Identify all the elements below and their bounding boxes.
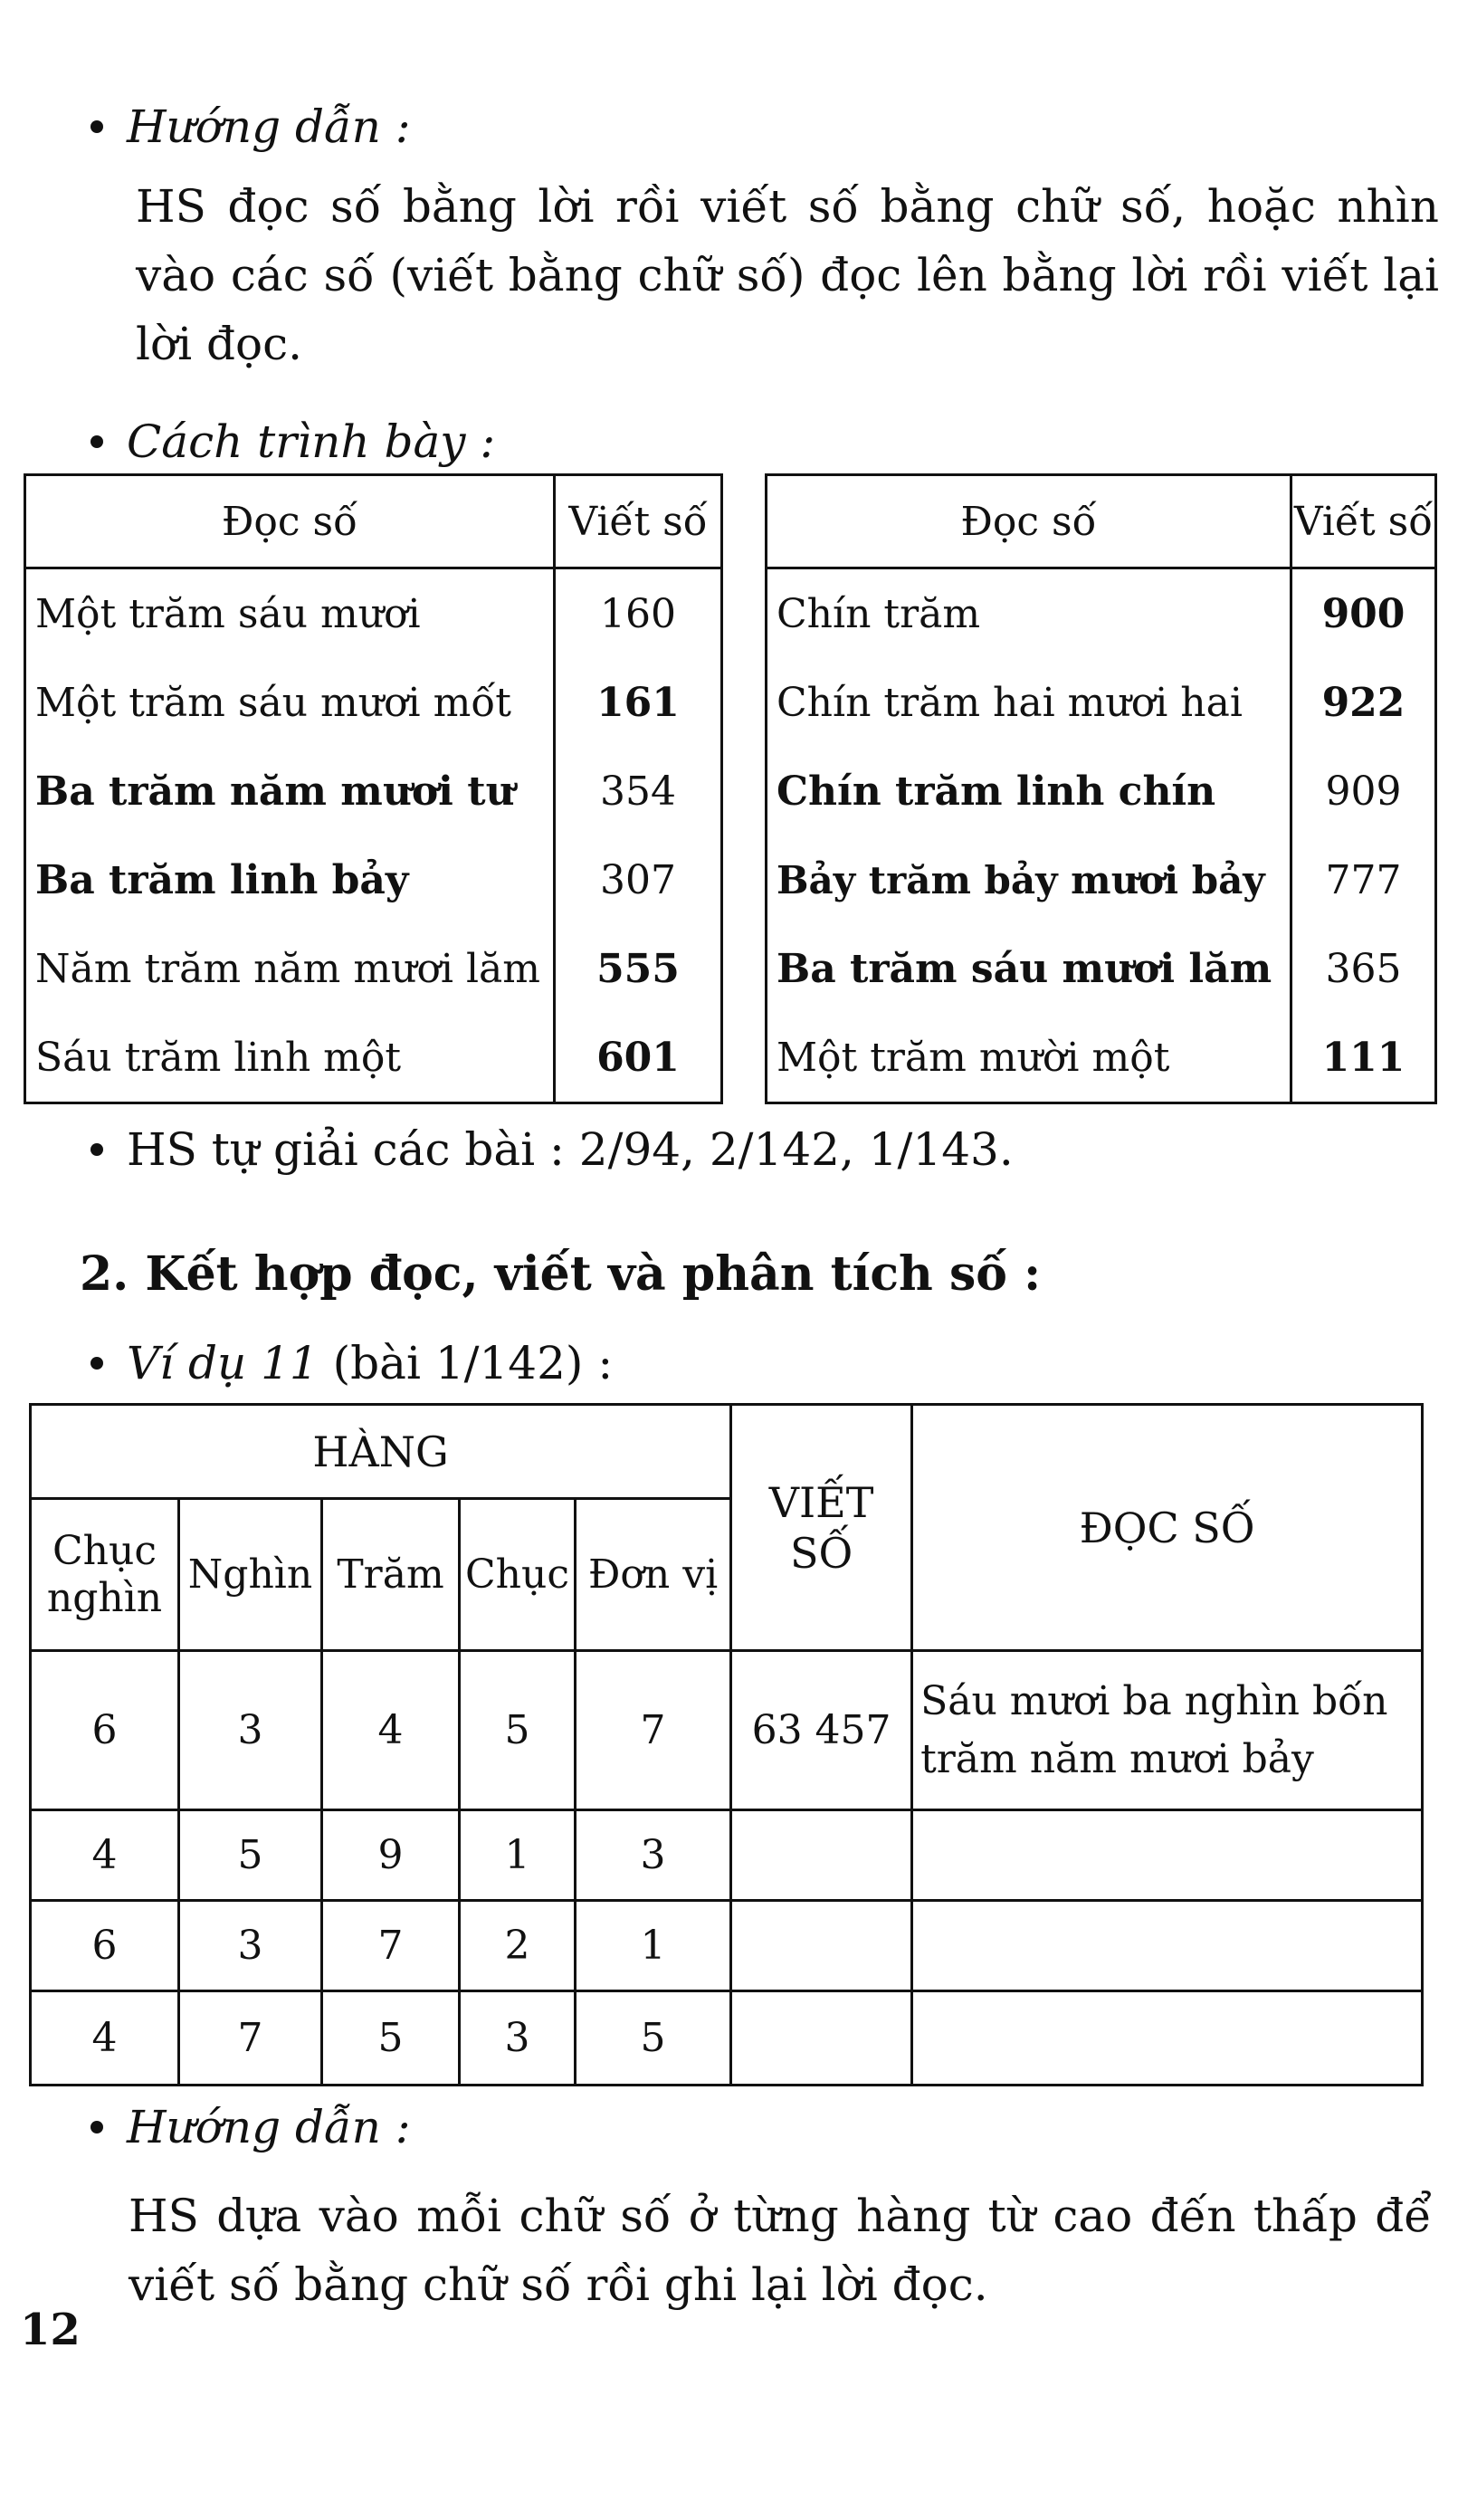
- header-write: VIẾT SỐ: [731, 1405, 912, 1651]
- header-write: Viết số: [555, 475, 722, 568]
- cell-read: Ba trăm sáu mươi lăm: [767, 924, 1291, 1013]
- example-label: Ví dụ 11: [127, 1337, 319, 1389]
- col-chuc-nghin: Chục nghìn: [31, 1499, 179, 1651]
- col-tram: Trăm: [322, 1499, 460, 1651]
- bullet-icon: [91, 1143, 103, 1156]
- cell-write: 307: [555, 835, 722, 924]
- cell-read: Chín trăm: [767, 568, 1291, 659]
- cell-read: Sáu trăm linh một: [25, 1013, 555, 1103]
- bullet-icon: [91, 120, 103, 133]
- cell-write: 777: [1291, 835, 1436, 924]
- cell-digit: 5: [460, 1651, 576, 1810]
- cell-write: 601: [555, 1013, 722, 1103]
- example-line: [91, 1336, 613, 1390]
- cell-digit: 2: [460, 1901, 576, 1991]
- cell-read: Năm trăm năm mươi lăm: [25, 924, 555, 1013]
- header-hang: HÀNG: [31, 1405, 731, 1499]
- cell-read: [912, 1991, 1423, 2086]
- cell-read: Ba trăm linh bảy: [25, 835, 555, 924]
- cell-write: 555: [555, 924, 722, 1013]
- cell-write: [731, 1901, 912, 1991]
- table-row: [767, 568, 1436, 659]
- cell-digit: 3: [460, 1991, 576, 2086]
- guide-heading-1: [91, 100, 411, 154]
- table-row: [767, 747, 1436, 835]
- cell-write: 63 457: [731, 1651, 912, 1810]
- table-row: [767, 924, 1436, 1013]
- table-row: [31, 1991, 1423, 2086]
- cell-digit: 4: [322, 1651, 460, 1810]
- page-number: 12: [20, 2305, 81, 2355]
- table-read-write-left: [24, 473, 723, 1104]
- cell-digit: 5: [322, 1991, 460, 2086]
- col-nghin: Nghìn: [179, 1499, 322, 1651]
- cell-digit: 4: [31, 1810, 179, 1901]
- guide-heading-2: [91, 2100, 411, 2154]
- cell-digit: 7: [576, 1651, 731, 1810]
- table-row: [31, 1810, 1423, 1901]
- col-chuc: Chục: [460, 1499, 576, 1651]
- table-row: [767, 1013, 1436, 1103]
- cell-read: [912, 1810, 1423, 1901]
- section-heading: 2. Kết hợp đọc, viết và phân tích số :: [80, 1246, 1042, 1302]
- table-read-write-right: [765, 473, 1437, 1104]
- table-row: [25, 658, 722, 747]
- cell-read: Một trăm mười một: [767, 1013, 1291, 1103]
- cell-write: 161: [555, 658, 722, 747]
- cell-digit: 7: [322, 1901, 460, 1991]
- cell-digit: 5: [576, 1991, 731, 2086]
- table-place-value: [29, 1403, 1424, 2086]
- presentation-heading: [91, 415, 495, 469]
- cell-write: 354: [555, 747, 722, 835]
- header-read: Đọc số: [25, 475, 555, 568]
- table-row: [25, 924, 722, 1013]
- table-row: [25, 1013, 722, 1103]
- cell-digit: 3: [179, 1651, 322, 1810]
- cell-digit: 3: [576, 1810, 731, 1901]
- cell-digit: 6: [31, 1901, 179, 1991]
- cell-read: [912, 1901, 1423, 1991]
- cell-read: Ba trăm năm mươi tư: [25, 747, 555, 835]
- example-ref: (bài 1/142) :: [332, 1337, 614, 1389]
- table-row: [767, 835, 1436, 924]
- cell-read: Một trăm sáu mươi mốt: [25, 658, 555, 747]
- cell-digit: 1: [576, 1901, 731, 1991]
- cell-write: 111: [1291, 1013, 1436, 1103]
- table-row: [25, 835, 722, 924]
- header-read: ĐỌC SỐ: [912, 1405, 1423, 1651]
- cell-digit: 1: [460, 1810, 576, 1901]
- cell-digit: 5: [179, 1810, 322, 1901]
- col-don-vi: Đơn vị: [576, 1499, 731, 1651]
- cell-write: 900: [1291, 568, 1436, 659]
- table-row: [31, 1651, 1423, 1810]
- cell-digit: 7: [179, 1991, 322, 2086]
- bullet-icon: [91, 2121, 103, 2133]
- cell-digit: 6: [31, 1651, 179, 1810]
- cell-write: 160: [555, 568, 722, 659]
- guide-text-1: HS đọc số bằng lời rồi viết số bằng chữ số, hoặc nhìn vào các số (viết bằng chữ số) đọc lên bằng lời rồi viết lại lời đọc.: [136, 180, 1439, 370]
- bullet-icon: [91, 1357, 103, 1370]
- cell-write: 922: [1291, 658, 1436, 747]
- guide-label: Hướng dẫn :: [127, 100, 411, 153]
- cell-write: 365: [1291, 924, 1436, 1013]
- header-write: Viết số: [1291, 475, 1436, 568]
- cell-digit: 3: [179, 1901, 322, 1991]
- cell-read: Chín trăm hai mươi hai: [767, 658, 1291, 747]
- cell-read: Một trăm sáu mươi: [25, 568, 555, 659]
- table-row: [25, 568, 722, 659]
- table-row: [767, 658, 1436, 747]
- cell-digit: 4: [31, 1991, 179, 2086]
- bullet-icon: [91, 435, 103, 448]
- cell-write: 909: [1291, 747, 1436, 835]
- table-row: [31, 1901, 1423, 1991]
- cell-write: [731, 1810, 912, 1901]
- header-read: Đọc số: [767, 475, 1291, 568]
- cell-read: Chín trăm linh chín: [767, 747, 1291, 835]
- guide-label: Hướng dẫn :: [127, 2101, 411, 2153]
- cell-read: Bảy trăm bảy mươi bảy: [767, 835, 1291, 924]
- self-solve-line: [91, 1122, 1014, 1177]
- cell-digit: 9: [322, 1810, 460, 1901]
- table-row: [25, 747, 722, 835]
- cell-write: [731, 1991, 912, 2086]
- self-solve-text: HS tự giải các bài : 2/94, 2/142, 1/143.: [127, 1123, 1014, 1176]
- guide-text-2: HS dựa vào mỗi chữ số ở từng hàng từ cao đến thấp để viết số bằng chữ số rồi ghi lại lời đọc.: [129, 2190, 1432, 2311]
- cell-read: Sáu mươi ba nghìn bốn trăm năm mươi bảy: [912, 1651, 1423, 1810]
- presentation-label: Cách trình bày :: [127, 415, 496, 468]
